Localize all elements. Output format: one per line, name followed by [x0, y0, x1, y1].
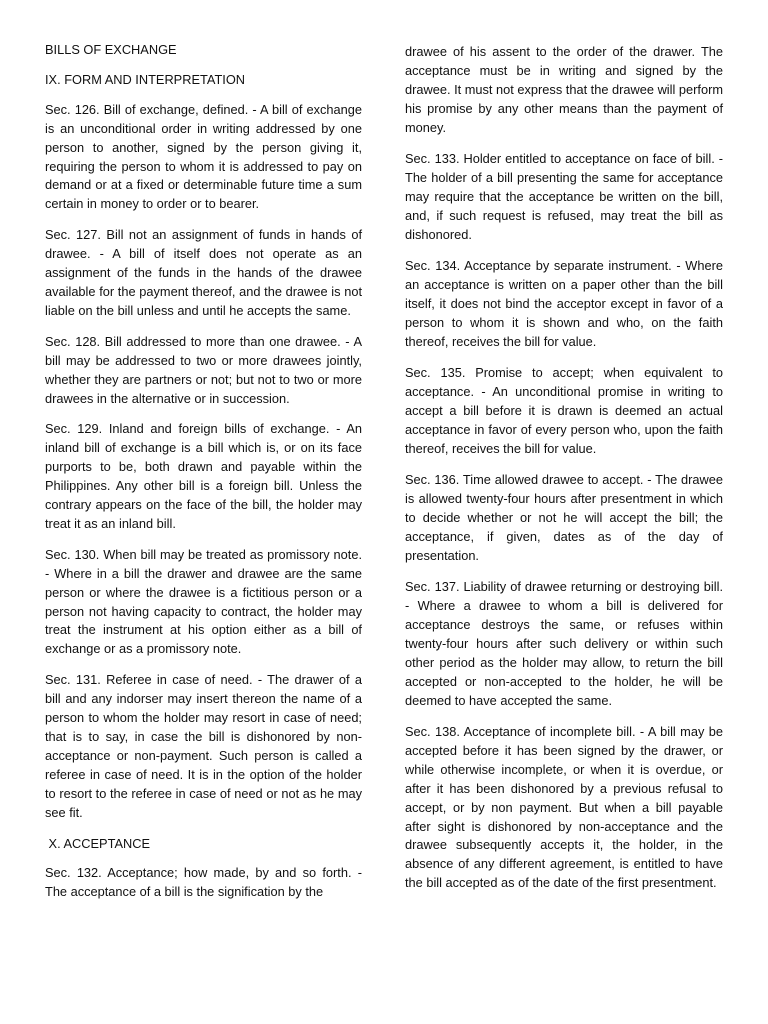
section-130: Sec. 130. When bill may be treated as promissory note. - Where in a bill the drawer and drawee are the same person or where the drawee is a fictitious person or a person not having capacity to contract, the holder may treat the instrument at his option either as a bill of exchange or as a promissory note. — [45, 546, 362, 657]
chapter-heading-ix: IX. FORM AND INTERPRETATION — [45, 71, 246, 87]
section-126: Sec. 126. Bill of exchange, defined. - A bill of exchange is an unconditional order in writing addressed by one person to another, signed by the person giving it, requiring the person to whom it is addressed to pay on demand or at a fixed or determinable future time a sum certain in money to order or to bearer. — [45, 101, 362, 212]
section-131: Sec. 131. Referee in case of need. - The drawer of a bill and any indorser may insert thereon the name of a person to whom the holder may resort in case of need; that is to say, in case the bill is dishonored by non-acceptance or non-payment. Such person is called a referee in case of need. It is in the option of the holder to resort to the referee in case of need or not as he may see fit. — [45, 672, 362, 820]
section-137: Sec. 137. Liability of drawee returning or destroying bill. - Where a drawee to whom a bill is delivered for acceptance destroys the same, or refuses within twenty-four hours after such delivery or within such other period as the holder may allow, to return the bill accepted or non-accepted to the holder, he will be deemed to have accepted the same. — [405, 579, 723, 708]
section-138: Sec. 138. Acceptance of incomplete bill. - A bill may be accepted before it has been signed by the drawer, or while otherwise incomplete, or when it is overdue, or after it has been dishonored by a previous refusal to accept, or by non payment. But when a bill payable after sight is dishonored by non-acceptance and the drawee subsequently accepts it, the holder, in the absence of any different agreement, is entitled to have the bill accepted as of the date of the first presentment. — [405, 724, 723, 891]
section-134: Sec. 134. Acceptance by separate instrument. - Where an acceptance is written on a paper other than the bill itself, it does not bind the acceptor except in favor of a person to whom it is shown and who, on the faith thereof, receives the bill for value. — [405, 258, 723, 349]
section-133: Sec. 133. Holder entitled to acceptance on face of bill. - The holder of a bill presenting the same for acceptance may require that the acceptance be written on the bill, and, if such request is refused, may treat the bill as dishonored. — [405, 151, 723, 242]
right-column — [405, 43, 723, 906]
chapter-heading-x: X. ACCEPTANCE — [45, 835, 151, 851]
section-128: Sec. 128. Bill addressed to more than one drawee. - A bill may be addressed to two or more drawees jointly, whether they are partners or not; but not to two or more drawees in the alternative or in succession. — [45, 333, 362, 406]
section-135: Sec. 135. Promise to accept; when equivalent to acceptance. - An unconditional promise in writing to accept a bill before it is drawn is deemed an actual acceptance in favor of every person who, upon the faith thereof, receives the bill for value. — [405, 365, 723, 456]
left-column — [45, 41, 362, 914]
section-132-continued: drawee of his assent to the order of the drawer. The acceptance must be in writing and signed by the drawee. It must not express that the drawee will perform his promise by any other means than the payment of money. — [405, 44, 723, 135]
section-127: Sec. 127. Bill not an assignment of funds in hands of drawee. - A bill of itself does not operate as an assignment of the funds in the hands of the drawee available for the payment thereof, and the drawee is not liable on the bill unless and until he accepts the same. — [45, 227, 362, 318]
document-title: BILLS OF EXCHANGE — [45, 42, 177, 57]
section-136: Sec. 136. Time allowed drawee to accept. - The drawee is allowed twenty-four hours after presentment in which to decide whether or not he will accept the bill; the acceptance, if given, dates as of the day of presentation. — [405, 472, 723, 563]
section-129: Sec. 129. Inland and foreign bills of exchange. - An inland bill of exchange is a bill which is, or on its face purports to be, both drawn and payable within the Philippines. Any other bill is a foreign bill. Unless the contrary appears on the face of the bill, the holder may treat it as an inland bill. — [45, 421, 362, 531]
section-132-start: Sec. 132. Acceptance; how made, by and so forth. - The acceptance of a bill is the signification by the — [45, 865, 362, 900]
